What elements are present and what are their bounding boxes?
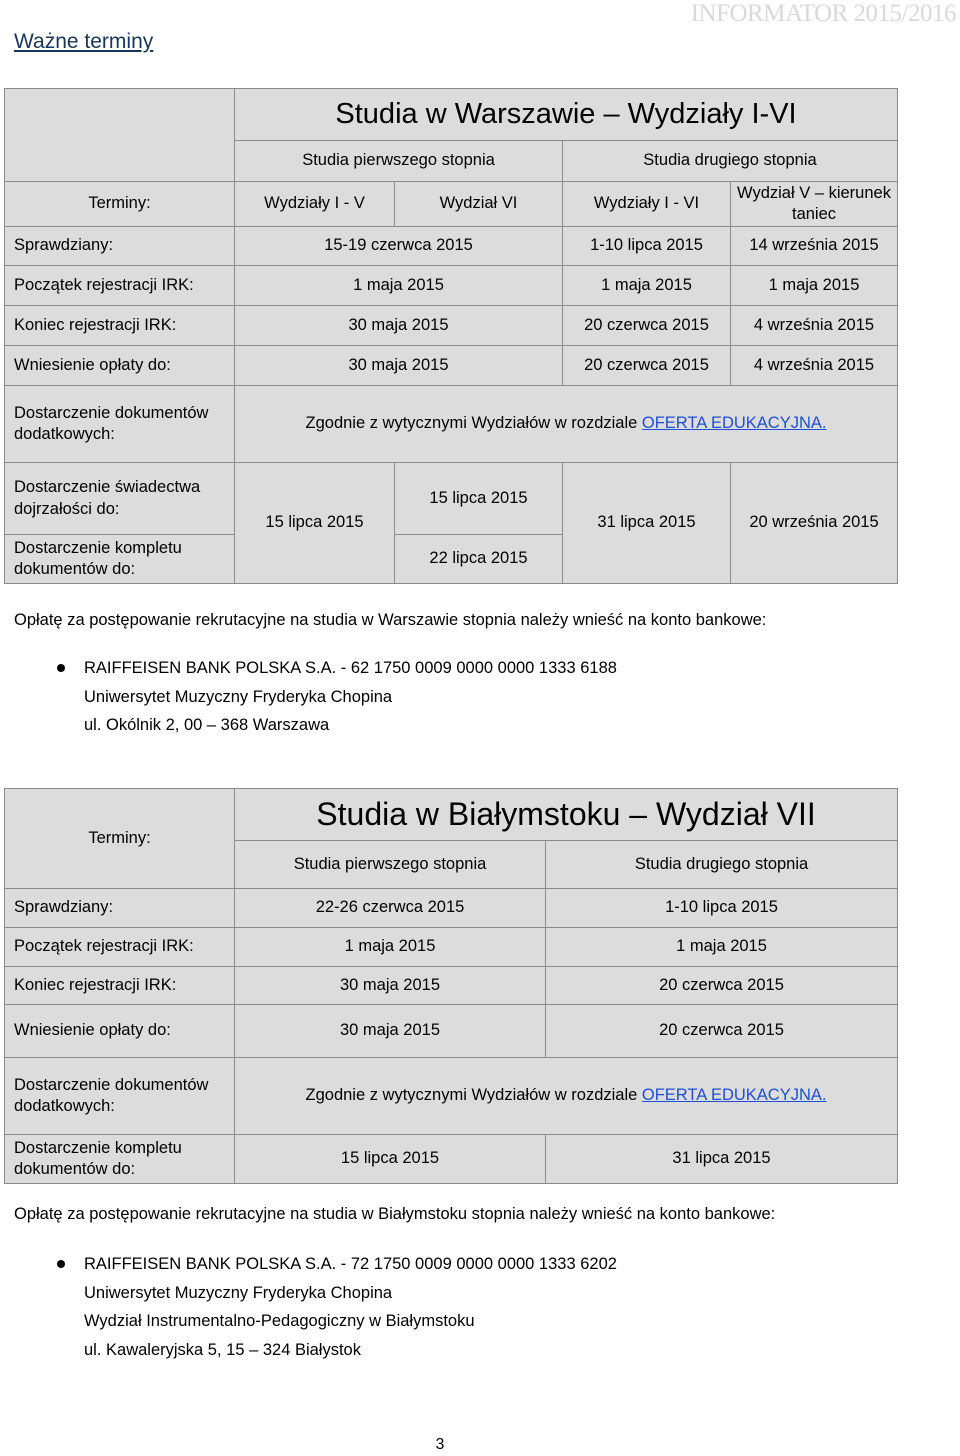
bialystok-terms-label: Terminy: [5, 789, 235, 889]
bialystok-fee-label: Wniesienie opłaty do: [5, 1005, 235, 1058]
bialystok-fee-v2: 20 czerwca 2015 [546, 1005, 898, 1058]
warsaw-extra-docs-text: Zgodnie z wytycznymi Wydziałów w rozdziale [305, 414, 642, 433]
warsaw-fee-v2: 20 czerwca 2015 [563, 346, 731, 386]
bialystok-irk-start-v2: 1 maja 2015 [546, 928, 898, 967]
bialystok-extra-docs-cell [235, 1058, 898, 1135]
bullet-dot-icon [57, 1260, 65, 1268]
warsaw-address-line-1: Uniwersytet Muzyczny Fryderyka Chopina [84, 687, 393, 706]
warsaw-exams-v2: 1-10 lipca 2015 [563, 227, 731, 266]
bialystok-title: Studia w Białymstoku – Wydział VII [235, 789, 898, 841]
warsaw-irk-start-v2: 1 maja 2015 [563, 266, 731, 306]
bialystok-schedule-table [4, 788, 898, 1184]
warsaw-corner-cell [5, 89, 235, 182]
warsaw-terms-label: Terminy: [5, 182, 235, 227]
warsaw-bank-account: RAIFFEISEN BANK POLSKA S.A. - 62 1750 0009 0000 0000 1333 6188 [84, 659, 617, 677]
bialystok-exams-label: Sprawdziany: [5, 889, 235, 928]
bialystok-bank-account: RAIFFEISEN BANK POLSKA S.A. - 72 1750 0009 0000 0000 1333 6202 [84, 1255, 617, 1273]
warsaw-col-faculty-5-dance: Wydział V – kierunek taniec [731, 182, 898, 227]
warsaw-irk-end-label: Koniec rejestracji IRK: [5, 306, 235, 346]
warsaw-irk-start-v3: 1 maja 2015 [731, 266, 898, 306]
warsaw-schedule-table [4, 88, 898, 584]
warsaw-fee-v3: 4 września 2015 [731, 346, 898, 386]
bialystok-irk-end-label: Koniec rejestracji IRK: [5, 967, 235, 1005]
warsaw-first-degree: Studia pierwszego stopnia [235, 141, 563, 182]
bialystok-exams-v2: 1-10 lipca 2015 [546, 889, 898, 928]
bialystok-exams-v1: 22-26 czerwca 2015 [235, 889, 546, 928]
warsaw-diploma-v2: 15 lipca 2015 [395, 463, 563, 535]
warsaw-complete-v2: 22 lipca 2015 [395, 535, 563, 584]
bialystok-irk-end-v1: 30 maja 2015 [235, 967, 546, 1005]
warsaw-exams-label: Sprawdziany: [5, 227, 235, 266]
bialystok-complete-label: Dostarczenie kompletu dokumentów do: [5, 1135, 235, 1184]
warsaw-irk-end-v1: 30 maja 2015 [235, 306, 563, 346]
warsaw-irk-end-v2: 20 czerwca 2015 [563, 306, 731, 346]
warsaw-fee-v1: 30 maja 2015 [235, 346, 563, 386]
bialystok-address-line-2: Wydział Instrumentalno-Pedagogiczny w Białymstoku [84, 1312, 475, 1330]
warsaw-diploma-label: Dostarczenie świadectwa dojrzałości do: [5, 463, 235, 535]
warsaw-second-degree: Studia drugiego stopnia [563, 141, 898, 182]
bialystok-first-degree: Studia pierwszego stopnia [235, 841, 546, 889]
warsaw-address-line-2: ul. Okólnik 2, 00 – 368 Warszawa [84, 716, 330, 734]
bialystok-complete-v1: 15 lipca 2015 [235, 1135, 546, 1184]
running-header: INFORMATOR 2015/2016 [690, 0, 956, 27]
warsaw-col-faculty-6: Wydział VI [395, 182, 563, 227]
warsaw-fee-label: Wniesienie opłaty do: [5, 346, 235, 386]
warsaw-col-faculties-1-5: Wydziały I - V [235, 182, 395, 227]
bialystok-address-line-1: Uniwersytet Muzyczny Fryderyka Chopina [84, 1283, 393, 1302]
warsaw-exams-v1: 15-19 czerwca 2015 [235, 227, 563, 266]
bialystok-fee-v1: 30 maja 2015 [235, 1005, 546, 1058]
warsaw-offer-link[interactable]: OFERTA EDUKACYJNA. [641, 414, 827, 433]
warsaw-irk-end-v3: 4 września 2015 [731, 306, 898, 346]
warsaw-diploma-v3: 31 lipca 2015 [563, 463, 731, 584]
bialystok-bank-block [84, 1250, 617, 1364]
bialystok-offer-link[interactable]: OFERTA EDUKACYJNA. [641, 1086, 827, 1105]
bialystok-extra-docs-text: Zgodnie z wytycznymi Wydziałów w rozdziale [305, 1086, 642, 1105]
bullet-dot-icon [57, 664, 65, 672]
warsaw-bank-block [84, 654, 617, 740]
bialystok-irk-start-v1: 1 maja 2015 [235, 928, 546, 967]
bialystok-payment-note: Opłatę za postępowanie rekrutacyjne na studia w Białymstoku stopnia należy wnieść na konto bankowe: [14, 1205, 776, 1223]
warsaw-col-faculties-1-6: Wydziały I - VI [563, 182, 731, 227]
warsaw-irk-start-label: Początek rejestracji IRK: [5, 266, 235, 306]
bialystok-irk-start-label: Początek rejestracji IRK: [5, 928, 235, 967]
warsaw-diploma-v1: 15 lipca 2015 [235, 463, 395, 584]
page-heading: Ważne terminy [14, 30, 154, 53]
warsaw-complete-label: Dostarczenie kompletu dokumentów do: [5, 535, 235, 584]
bialystok-extra-docs-label: Dostarczenie dokumentów dodatkowych: [5, 1058, 235, 1135]
warsaw-payment-note: Opłatę za postępowanie rekrutacyjne na studia w Warszawie stopnia należy wnieść na konto bankowe: [14, 611, 767, 629]
bialystok-complete-v2: 31 lipca 2015 [546, 1135, 898, 1184]
bialystok-irk-end-v2: 20 czerwca 2015 [546, 967, 898, 1005]
bialystok-second-degree: Studia drugiego stopnia [546, 841, 898, 889]
warsaw-extra-docs-label: Dostarczenie dokumentów dodatkowych: [5, 386, 235, 463]
warsaw-title: Studia w Warszawie – Wydziały I-VI [235, 89, 898, 141]
warsaw-exams-v3: 14 września 2015 [731, 227, 898, 266]
warsaw-diploma-v4: 20 września 2015 [731, 463, 898, 584]
warsaw-extra-docs-cell [235, 386, 898, 463]
bialystok-address-line-3: ul. Kawaleryjska 5, 15 – 324 Białystok [84, 1340, 361, 1359]
warsaw-irk-start-v1: 1 maja 2015 [235, 266, 563, 306]
page-number: 3 [435, 1436, 445, 1453]
